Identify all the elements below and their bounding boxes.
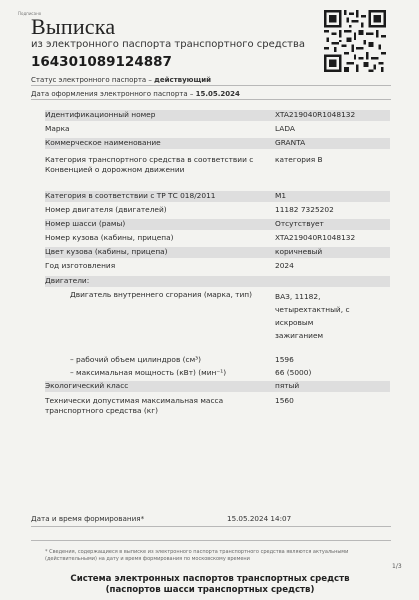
- page-number: 1/3: [392, 563, 402, 570]
- row-value: LADA: [275, 124, 295, 133]
- row-body-number: [45, 233, 390, 244]
- passport-status: Статус электронного паспорта – действующий: [31, 76, 212, 84]
- row-engines-header: [45, 276, 390, 287]
- row-label: Коммерческое наименование: [45, 138, 161, 147]
- row-commercial-name: [45, 138, 390, 149]
- status-value: действующий: [154, 76, 212, 84]
- formed-label: Дата и время формирования*: [31, 514, 145, 523]
- row-label: Цвет кузова (кабины, прицепа): [45, 247, 168, 256]
- row-label: Двигатель внутреннего сгорания (марка, тип): [70, 290, 253, 299]
- row-label: Идентификационный номер: [45, 110, 156, 119]
- qr-code: [324, 10, 386, 72]
- row-value: GRANTA: [275, 138, 306, 147]
- divider: [31, 99, 391, 100]
- row-value: M1: [275, 191, 287, 200]
- row-value: пятый: [275, 381, 300, 390]
- row-eco-class: [45, 381, 390, 392]
- issue-date: Дата оформления электронного паспорта – 15.05.2024: [31, 90, 240, 98]
- formed-value: 15.05.2024 14:07: [227, 514, 292, 523]
- issue-date-value: 15.05.2024: [195, 90, 240, 98]
- row-label: Экологический класс: [45, 381, 129, 390]
- document-title: Выписка: [31, 14, 116, 39]
- footnote: * Сведения, содержащиеся в выписке из электронного паспорта транспортного средства являются актуальными (действительными) на дату и время формирования по московскому времени: [45, 549, 349, 562]
- row-value: XTA219040R1048132: [275, 233, 356, 242]
- divider: [31, 526, 391, 527]
- row-body-color: [45, 247, 390, 258]
- row-label: Номер двигателя (двигателей): [45, 205, 167, 214]
- divider: [31, 540, 391, 541]
- row-chassis-number: [45, 219, 390, 230]
- row-label: Двигатели:: [45, 276, 90, 285]
- document-number: 164301089124887: [31, 54, 172, 70]
- row-label: Категория в соответствии с ТР ТС 018/2011: [45, 191, 216, 200]
- document-subtitle: из электронного паспорта транспортного средства: [31, 39, 306, 50]
- row-label: Номер шасси (рамы): [45, 219, 126, 228]
- row-ice-engine: [45, 290, 390, 352]
- row-value: 66 (5000): [275, 368, 312, 377]
- row-year: [45, 261, 390, 272]
- row-engine-number: [45, 205, 390, 216]
- row-value: 2024: [275, 261, 294, 270]
- row-displacement: [45, 355, 390, 366]
- row-value: 1596: [275, 355, 294, 364]
- row-tr-category: [45, 191, 390, 202]
- row-value: 1560: [275, 396, 294, 405]
- row-label: – максимальная мощность (кВт) (мин⁻¹): [70, 368, 227, 377]
- signed-mark: Подписано: [18, 11, 42, 16]
- row-value: ВАЗ, 11182, четырехтактный, с искровым зажиганием: [275, 292, 350, 340]
- row-value: XTA219040R1048132: [275, 110, 356, 119]
- row-label: Марка: [45, 124, 70, 133]
- row-convention-category: [45, 155, 390, 187]
- row-make: [45, 124, 390, 135]
- row-label: Технически допустимая максимальная масса транспортного средства (кг): [45, 396, 224, 415]
- row-label: Номер кузова (кабины, прицепа): [45, 233, 174, 242]
- row-max-power: [45, 368, 390, 379]
- row-value: категория B: [275, 155, 323, 164]
- row-label: Категория транспортного средства в соответствии с Конвенцией о дорожном движении: [45, 155, 254, 174]
- row-label: Год изготовления: [45, 261, 116, 270]
- row-value: Отсутствует: [275, 219, 324, 228]
- row-value: коричневый: [275, 247, 323, 256]
- divider: [31, 85, 391, 86]
- system-name: Система электронных паспортов транспортных средств (паспортов шасси транспортных средств): [70, 574, 350, 595]
- row-max-mass: [45, 396, 390, 418]
- row-label: – рабочий объем цилиндров (см³): [70, 355, 202, 364]
- row-vin: [45, 110, 390, 121]
- row-value: 11182 7325202: [275, 205, 334, 214]
